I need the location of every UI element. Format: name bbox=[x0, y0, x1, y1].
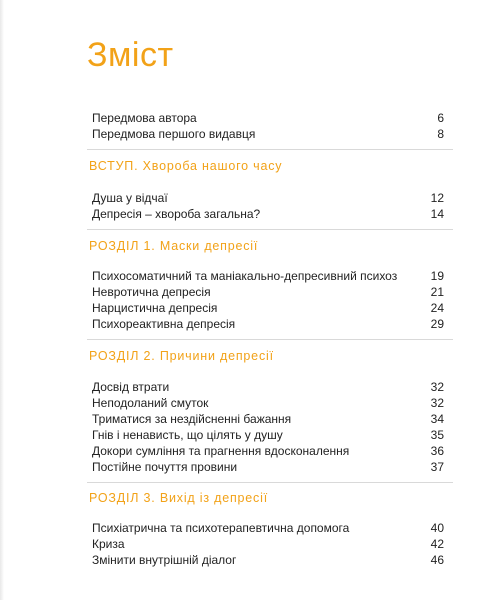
entry-title: Гнів і ненависть, що цілять у душу bbox=[92, 428, 283, 442]
entry-title: Невротична депресія bbox=[92, 285, 211, 299]
toc-entry[interactable] bbox=[92, 520, 444, 536]
entry-title: Докори сумління та прагнення вдосконалення bbox=[92, 444, 350, 458]
toc-entry[interactable] bbox=[92, 459, 444, 475]
toc-entry[interactable] bbox=[92, 316, 444, 332]
entry-page-number: 12 bbox=[430, 191, 444, 205]
entry-page-number: 32 bbox=[430, 380, 444, 394]
entry-page-number: 19 bbox=[430, 269, 444, 283]
toc-entry[interactable] bbox=[92, 427, 444, 443]
entry-page-number: 29 bbox=[430, 317, 444, 331]
toc-entry[interactable] bbox=[92, 443, 444, 459]
entry-page-number: 40 bbox=[430, 521, 444, 535]
toc-entry[interactable] bbox=[92, 411, 444, 427]
toc-entry[interactable] bbox=[92, 536, 444, 552]
toc-entry[interactable] bbox=[92, 268, 444, 284]
entry-title: Психосоматичний та маніакально-депресивний психоз bbox=[92, 269, 398, 283]
section-divider bbox=[87, 482, 453, 483]
toc-title: Зміст bbox=[87, 36, 174, 74]
toc-entry-preface-publisher[interactable] bbox=[92, 126, 444, 142]
toc-entry[interactable] bbox=[92, 395, 444, 411]
section-divider bbox=[87, 149, 453, 150]
entry-page-number: 24 bbox=[430, 301, 444, 315]
toc-entry[interactable] bbox=[92, 300, 444, 316]
toc-entry-preface-author[interactable] bbox=[92, 110, 444, 126]
toc-entry[interactable] bbox=[92, 190, 444, 206]
toc-entry[interactable] bbox=[92, 379, 444, 395]
entry-page-number: 32 bbox=[430, 396, 444, 410]
section-heading-chapter-1[interactable]: РОЗДІЛ 1. Маски депресії bbox=[89, 239, 259, 253]
entry-page-number: 6 bbox=[437, 111, 444, 125]
entry-title: Неподоланий смуток bbox=[92, 396, 209, 410]
entry-title: Постійне почуття провини bbox=[92, 460, 238, 474]
entry-title: Психіатрична та психотерапевтична допомога bbox=[92, 521, 350, 535]
entry-page-number: 34 bbox=[430, 412, 444, 426]
entry-title: Душа у відчаї bbox=[92, 191, 168, 205]
entry-page-number: 8 bbox=[437, 127, 444, 141]
entry-page-number: 37 bbox=[430, 460, 444, 474]
section-heading-chapter-3[interactable]: РОЗДІЛ 3. Вихід із депресії bbox=[89, 491, 268, 505]
section-heading-chapter-2[interactable]: РОЗДІЛ 2. Причини депресії bbox=[89, 349, 274, 363]
entry-title: Змінити внутрішній діалог bbox=[92, 553, 237, 567]
entry-page-number: 36 bbox=[430, 444, 444, 458]
toc-entry[interactable] bbox=[92, 206, 444, 222]
entry-title: Триматися за нездійсненні бажання bbox=[92, 412, 292, 426]
entry-page-number: 35 bbox=[430, 428, 444, 442]
entry-title: Досвід втрати bbox=[92, 380, 170, 394]
entry-title: Психореактивна депресія bbox=[92, 317, 236, 331]
entry-title: Нарцистична депресія bbox=[92, 301, 218, 315]
section-heading-intro[interactable]: ВСТУП. Хвороба нашого часу bbox=[89, 159, 283, 173]
entry-page-number: 21 bbox=[430, 285, 444, 299]
section-divider bbox=[87, 229, 453, 230]
toc-entry[interactable] bbox=[92, 284, 444, 300]
page-edge-shadow bbox=[0, 0, 4, 600]
entry-page-number: 46 bbox=[430, 553, 444, 567]
entry-title: Криза bbox=[92, 537, 125, 551]
entry-page-number: 14 bbox=[430, 207, 444, 221]
toc-entry[interactable] bbox=[92, 552, 444, 568]
entry-title: Передмова першого видавця bbox=[92, 127, 256, 141]
entry-page-number: 42 bbox=[430, 537, 444, 551]
entry-title: Депресія – хвороба загальна? bbox=[92, 207, 261, 221]
section-divider bbox=[87, 339, 453, 340]
entry-title: Передмова автора bbox=[92, 111, 197, 125]
